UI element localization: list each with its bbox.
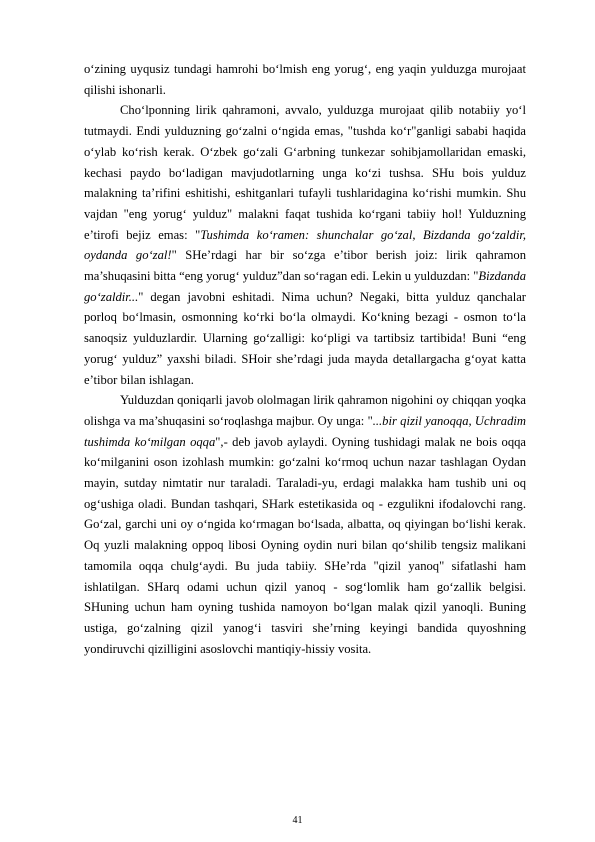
page-number: 41 xyxy=(292,815,303,826)
paragraph-text: " SHe’rdagi har bir so‘zga e’tibor berish joiz: lirik qahramon ma’shuqasini bitta “eng yorug‘ yulduz”dan so‘ragan edi. Lekin u yulduzdan: " xyxy=(84,248,526,284)
paragraph-text: Yulduzdan qoniqarli javob ololmagan lirik qahramon nigohini oy chiqqan yoqka olishga va ma’shuqasini so‘roqlashga majbur. Oy unga: " xyxy=(84,393,526,428)
paragraph-text: o‘zining uyqusiz tundagi hamrohi bo‘lmish eng yorug‘, eng yaqin yulduzga murojaat qilishi ishonarli. xyxy=(84,62,526,97)
document-body xyxy=(84,59,526,659)
quoted-verse: Tushimda ko‘ramen: shunchalar go‘zal, Bizdanda go‘zaldir, oydanda go‘zal! xyxy=(84,227,526,263)
quoted-verse: Bizdanda go‘zaldir... xyxy=(84,269,526,304)
paragraph-text: ",- deb javob aylaydi. Oyning tushidagi malak ne bois oqqa ko‘milganini oson izohlash mumkin: go‘zalni ko‘rmoq uchun nazar tashlagan Oydan mayin, sutday nimtatir nur taraladi. Taraladi-yu, erdagi malakka ham tushib uni oq og‘ushiga oladi. Bundan tashqari, SHark estetikasida oq - ezgulikni ifodalovchi rang. Go‘zal, garchi uni oy o‘ngida ko‘rmagan bo‘lsada, albatta, oq qiyingan bo‘lishi kerak. Oq yuzli malakning oppoq libosi Oyning oydin nuri bilan qo‘shilib tengsiz malikani tamomila oqqa chulg‘aydi. Bu juda tabiiy. SHe’rda "qizil yanoq" sifatlashi ham ishlatilgan. SHarq odami uchun qizil yanoq - sog‘lomlik ham go‘zallik belgisi. SHuning uchun ham oyning tushida namoyon bo‘lgan malak qizil yanoqli. Buning ustiga, go‘zalning qizil yanog‘i tasviri she’rning keyingi bandida quyoshning yondiruvchi qizilligini asoslovchi mantiqiy-hissiy vosita. xyxy=(84,434,526,656)
quoted-verse: ...bir qizil yanoqqa, Uchradim tushimda ko‘milgan oqqa xyxy=(84,413,526,449)
paragraph-text: " degan javobni eshitadi. Nima uchun? Negaki, bitta yulduz qanchalar porloq bo‘lmasin, osmonning ko‘rki bo‘la olmaydi. Ko‘kning bezagi - osmon to‘la sanoqsiz yulduzlardir. Ularning go‘zalligi: ko‘pligi va tartibsiz tartibida! Buni “eng yorug‘ yulduz” yaxshi biladi. SHoir she’rdagi juda mayda detallargacha g‘oyat katta e’tibor bilan ishlagan. xyxy=(84,289,526,387)
paragraph xyxy=(84,390,526,659)
paragraph-text: Cho‘lponning lirik qahramoni, avvalo, yulduzga murojaat qilib notabiiy yo‘l tutmaydi. Endi yulduzning go‘zalni o‘ngida emas, "tushda ko‘r"ganligi sababi haqida o‘ylab ko‘rish kerak. O‘zbek go‘zali G‘arbning tunkezar sohibjamollaridan emaski, kechasi paydo bo‘ladigan mavjudotlarning unga ko‘zi tushsa. SHu bois yulduz malakning ta’rifini eshitishi, eshitganlari tufayli tushlaridagina ko‘rishi mumkin. Shu vajdan "eng yorug‘ yulduz" malakni faqat tushida ko‘rgani tabiiy hol! Yulduzning e’tirofi bejiz emas: " xyxy=(84,103,526,242)
paragraph xyxy=(84,59,526,100)
paragraph xyxy=(84,100,526,390)
